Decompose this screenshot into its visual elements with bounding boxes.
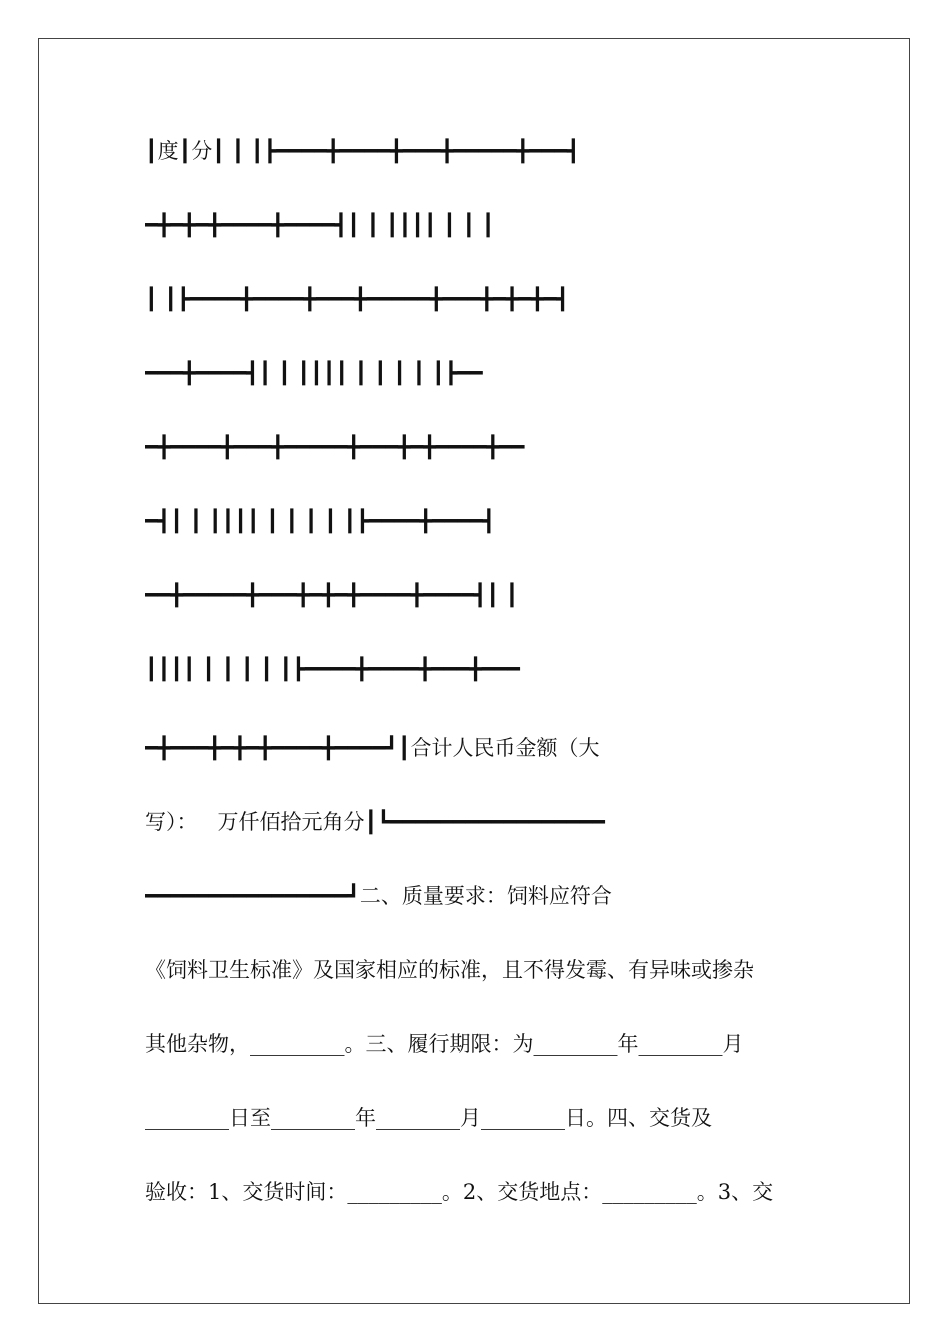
table-border-line: ┃ ┃┣━━━━╋━━━━╋━━━╋━━━━━╋━━━╋━╋━╋━┫	[145, 287, 569, 311]
total-amount-units-line: 写）： 万仟佰拾元角分┃┗━━━━━━━━━━━━━━━━━	[145, 810, 605, 834]
total-amount-line: ━╋━━━╋━╋━╋━━━━╋━━━━┛┃合计人民币金额（大	[145, 736, 600, 760]
quality-standard-line: 《饲料卫生标准》及国家相应的标准，且不得发霉、有异味或掺杂	[145, 958, 754, 982]
table-border-line: ━┫┃ ┃ ┃┃┃┃ ┃ ┃ ┃ ┃ ┃┣━━━━╋━━━━┫	[145, 509, 496, 533]
quality-requirement-line: ━━━━━━━━━━━━━━━━┛二、质量要求：饲料应符合	[145, 884, 612, 908]
table-border-line: ━╋━╋━╋━━━━╋━━━━┫┃ ┃ ┃┃┃┃ ┃ ┃ ┃	[145, 213, 495, 237]
performance-period-dates-line: ________日至________年________月________日。四、交货及	[145, 1106, 712, 1130]
table-border-line: ━╋━━━━╋━━━╋━━━━━╋━━━╋━╋━━━━╋━━	[145, 435, 525, 459]
table-border-line: ━━━╋━━━━┫┃ ┃ ┃┃┃┃ ┃ ┃ ┃ ┃ ┃┣━━	[145, 361, 483, 385]
table-border-line: ━━╋━━━━━╋━━━╋━╋━╋━━━━╋━━━━┫┃ ┃	[145, 583, 519, 607]
table-border-line: ┃┃┃┃ ┃ ┃ ┃ ┃ ┃┣━━━━╋━━━━╋━━━╋━━━	[145, 657, 520, 681]
performance-period-line: 其他杂物，_________。三、履行期限：为________年________月	[145, 1032, 744, 1056]
table-border-line: ┃度┃分┃ ┃ ┃┣━━━━╋━━━━╋━━━╋━━━━━╋━━━┫	[145, 139, 580, 163]
delivery-acceptance-line: 验收：1、交货时间：_________。2、交货地点：_________。3、交	[145, 1180, 774, 1204]
